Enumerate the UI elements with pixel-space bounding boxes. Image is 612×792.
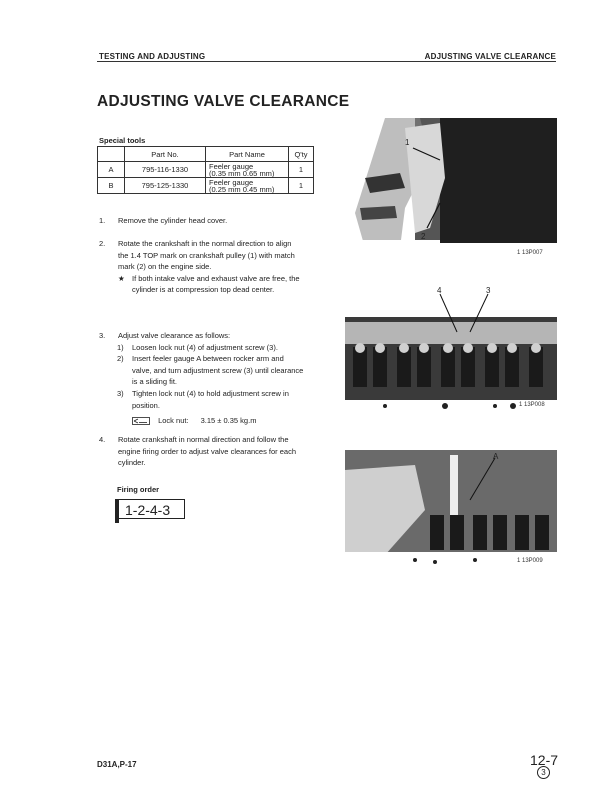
callout-1: 1 — [405, 138, 410, 147]
firing-order-value: 1-2-4-3 — [116, 499, 185, 519]
tool-id: B — [98, 178, 125, 194]
table-header-blank — [98, 147, 125, 162]
table-header-qty: Q'ty — [289, 147, 314, 162]
note-line: If both intake valve and exhaust valve are free, the — [132, 273, 300, 283]
step-2 — [99, 238, 329, 296]
step-text: Adjust valve clearance as follows: — [118, 331, 231, 340]
engine-photo-3 — [345, 430, 557, 570]
photo-code: 1 13P007 — [517, 250, 543, 256]
torque-wrench-icon — [132, 417, 150, 425]
page-header: ADJUSTING VALVE CLEARANCE — [424, 52, 556, 61]
substep-number: 2) — [117, 354, 124, 364]
callout-2: 2 — [421, 232, 426, 241]
table-row — [98, 162, 314, 178]
special-tools-label: Special tools — [99, 136, 146, 145]
callout-3: 3 — [486, 286, 491, 295]
step-number: 1. — [99, 216, 106, 225]
step-text-line: cylinder. — [118, 458, 146, 468]
special-tools-table — [97, 146, 314, 194]
tool-qty: 1 — [289, 162, 314, 178]
substep-number: 1) — [117, 342, 124, 352]
torque-value: 3.15 ± 0.35 kg.m — [200, 416, 257, 426]
step-1 — [99, 215, 329, 227]
header-rule — [97, 61, 556, 62]
substep-text: position. — [132, 400, 160, 410]
substep-number: 3) — [117, 388, 124, 398]
substep-2 — [99, 353, 331, 365]
step-text-line: Rotate crankshaft in normal direction and follow the — [118, 435, 289, 444]
star-icon: ★ — [118, 273, 125, 283]
section-header: TESTING AND ADJUSTING — [99, 52, 206, 61]
tool-name-line1: Feeler gauge — [209, 161, 254, 171]
footer-model: D31A,P-17 — [97, 760, 137, 769]
substep-text: Insert feeler gauge A between rocker arm and — [132, 354, 284, 364]
step-text-line: the 1.4 TOP mark on crankshaft pulley (1) with match — [118, 250, 295, 260]
page-number: 12-7 — [530, 752, 559, 768]
substep-text: Loosen lock nut (4) of adjustment screw (3). — [132, 342, 278, 352]
substep-text: valve, and turn adjustment screw (3) until clearance — [132, 365, 304, 375]
tool-part-no: 795-116-1330 — [125, 162, 206, 178]
substep-text: Tighten lock nut (4) to hold adjustment screw in — [132, 388, 289, 398]
step-text-line: Rotate the crankshaft in the normal direction to align — [118, 239, 292, 248]
rocker-arm-photo-illustration — [345, 282, 557, 412]
pulley-photo-illustration — [345, 118, 557, 258]
note-line: cylinder is at compression top dead center. — [132, 285, 275, 295]
table-header-part-name: Part Name — [206, 147, 289, 162]
feeler-gauge-photo-illustration — [345, 430, 557, 570]
table-header-row — [98, 147, 314, 162]
engine-photo-2 — [345, 282, 557, 412]
table-row — [98, 178, 314, 194]
callout-a: A — [493, 452, 499, 461]
photo-code: 1 13P008 — [519, 402, 545, 408]
substep-1 — [99, 342, 331, 354]
tool-name-line1: Feeler gauge — [209, 177, 254, 187]
substep-text: is a sliding fit. — [132, 377, 178, 387]
step-number: 3. — [99, 331, 106, 340]
tool-name-line2: (0.35 mm 0.65 mm) — [209, 168, 275, 178]
tool-part-name — [206, 162, 289, 178]
tool-part-no: 795-125-1330 — [125, 178, 206, 194]
photo-code: 1 13P009 — [517, 558, 543, 564]
torque-label: Lock nut: — [158, 416, 189, 426]
step-text-line: engine firing order to adjust valve clearances for each — [118, 446, 297, 456]
step-number: 4. — [99, 435, 106, 444]
engine-photo-1 — [345, 118, 557, 258]
firing-order-label: Firing order — [117, 485, 160, 494]
step-note — [99, 273, 329, 285]
table-header-part-no: Part No. — [125, 147, 206, 162]
step-4 — [99, 434, 329, 469]
substep-3 — [99, 388, 331, 400]
tool-qty: 1 — [289, 178, 314, 194]
step-text-line: mark (2) on the engine side. — [118, 262, 212, 272]
step-text: Remove the cylinder head cover. — [118, 216, 228, 225]
step-3 — [99, 330, 331, 427]
tool-id: A — [98, 162, 125, 178]
page-title: ADJUSTING VALVE CLEARANCE — [97, 93, 350, 110]
step-number: 2. — [99, 239, 106, 248]
callout-4: 4 — [437, 286, 442, 295]
tool-name-line2: (0.25 mm 0.45 mm) — [209, 184, 275, 194]
torque-spec — [99, 415, 331, 427]
tool-part-name — [206, 178, 289, 194]
revision-badge: 3 — [537, 766, 550, 779]
